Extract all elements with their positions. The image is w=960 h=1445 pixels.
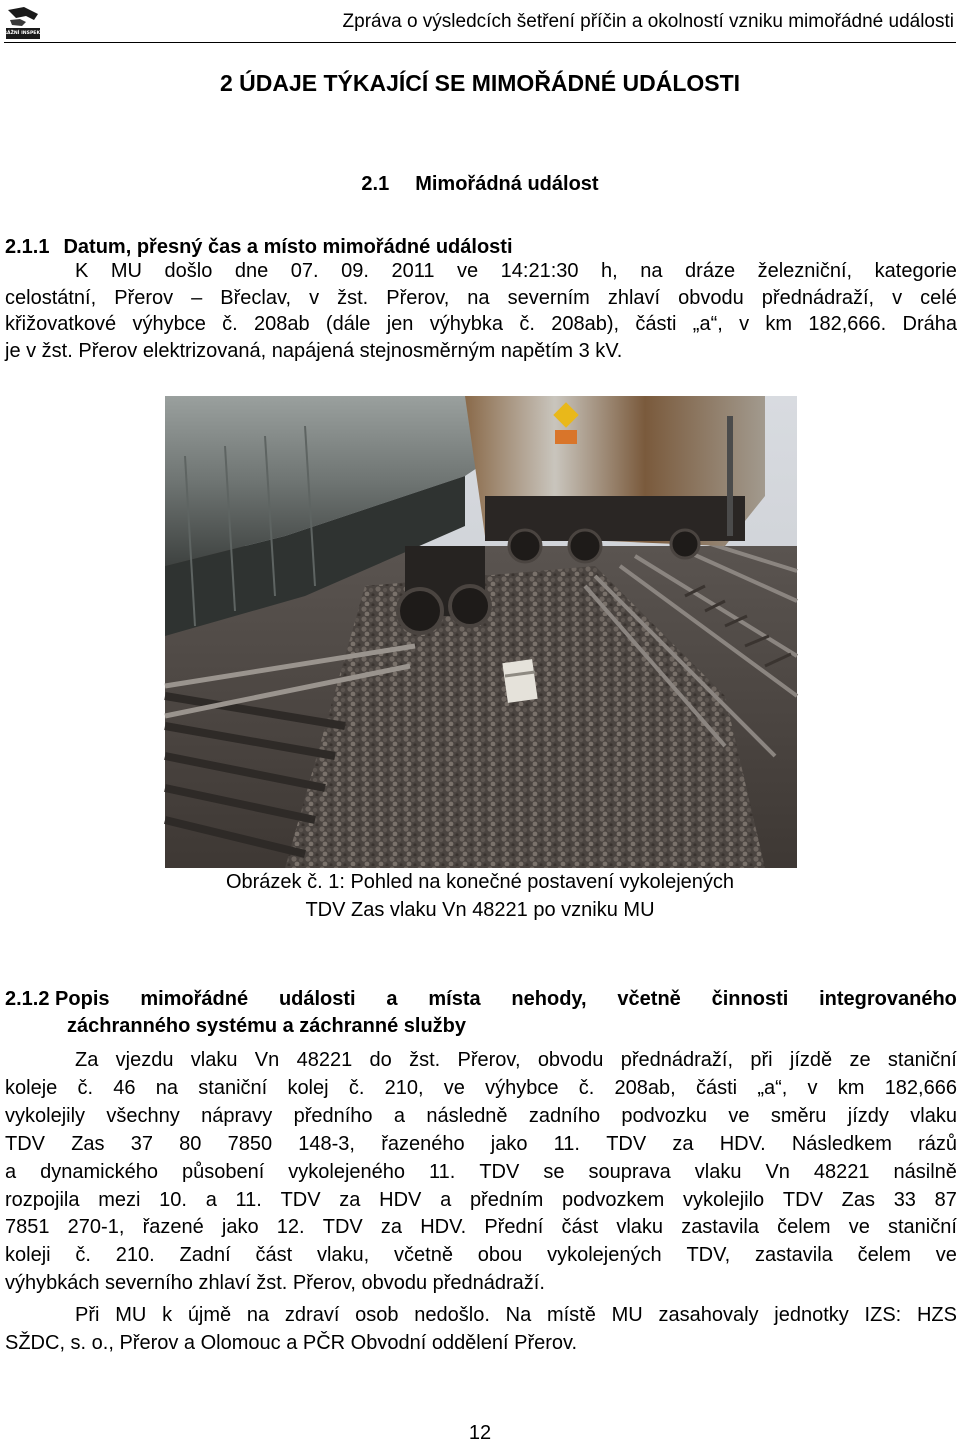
word: přednádraží, <box>620 1049 734 1071</box>
heading-word: místa <box>428 988 481 1010</box>
paragraph-line <box>5 1159 957 1187</box>
heading-word: včetně <box>617 988 681 1010</box>
word: 87 <box>934 1188 957 1211</box>
word: č. <box>519 313 535 336</box>
word: č. <box>578 1076 595 1099</box>
word: v <box>807 1076 818 1099</box>
word: K <box>75 260 89 282</box>
word: předního <box>293 1104 373 1127</box>
word: 208ab, <box>614 1076 676 1099</box>
word: újmě <box>187 1304 232 1326</box>
paragraph-event-description <box>5 1047 957 1298</box>
word: a <box>5 1160 17 1183</box>
word: celostátní, <box>5 286 97 309</box>
word: Břeclav, <box>220 286 292 309</box>
derailed-wagons-photo <box>165 396 797 868</box>
word: došlo <box>164 260 213 282</box>
word: IZS: <box>864 1304 902 1326</box>
word: 11. <box>429 1160 456 1183</box>
word: jen <box>386 313 414 336</box>
word: žst. <box>337 286 369 309</box>
word: 210. <box>115 1244 155 1267</box>
paragraph-line <box>5 1242 957 1270</box>
word: rázů <box>918 1132 957 1155</box>
word: vjezdu <box>115 1049 174 1071</box>
word: násilně <box>893 1160 957 1183</box>
word: vykolejeného <box>288 1160 406 1183</box>
word: TDV <box>782 1188 823 1211</box>
word: působení <box>181 1160 265 1183</box>
word: následně <box>426 1104 508 1127</box>
word: na <box>155 1076 179 1099</box>
word: Vn <box>765 1160 790 1183</box>
subsection-number: 2.1 <box>361 173 390 195</box>
word: 11. <box>553 1132 580 1155</box>
word: část <box>561 1216 599 1239</box>
paragraph-casualties <box>5 1301 957 1357</box>
heading-word: mimořádné <box>140 988 249 1010</box>
word: Zadní <box>179 1244 231 1267</box>
subsection-heading <box>0 173 960 196</box>
heading-2-1-1 <box>5 236 513 259</box>
word: TDV <box>5 1132 45 1155</box>
word: HDV. <box>420 1216 467 1239</box>
word: vykolejených <box>547 1244 662 1267</box>
word: 09. <box>341 260 369 282</box>
word: 148-3, <box>298 1132 355 1155</box>
word: jednotky <box>774 1304 849 1326</box>
word: vykolejilo <box>683 1188 765 1211</box>
drazni-inspekce-logo-icon <box>0 4 47 42</box>
paragraph-line <box>5 258 957 285</box>
word: čelem <box>857 1244 911 1267</box>
word: HZS <box>916 1304 957 1326</box>
word: HDV <box>379 1188 422 1211</box>
word: vykolejily <box>5 1104 86 1127</box>
word: za <box>380 1216 403 1239</box>
paragraph-line: SŽDC, s. o., Přerov a Olomouc a PČR Obvodní oddělení Přerov. <box>5 1332 578 1354</box>
word: vlaku <box>616 1216 664 1239</box>
word: 14:21:30 <box>500 260 579 282</box>
word: vlaku <box>190 1049 238 1071</box>
word: řazené <box>142 1216 204 1239</box>
word: jízdě <box>789 1049 833 1071</box>
word: na <box>640 260 663 282</box>
heading-2-1-1-number: 2.1.1 <box>5 236 50 258</box>
word: 7850 <box>227 1132 273 1155</box>
word: 208ab <box>253 313 310 336</box>
word: Dráha <box>902 313 957 336</box>
subsection-title: Mimořádná událost <box>415 173 599 195</box>
word: ze <box>849 1049 871 1071</box>
word: 11. <box>235 1188 262 1211</box>
word: Za <box>75 1049 99 1071</box>
word: jízdy <box>847 1104 889 1127</box>
word: (dále <box>325 313 371 336</box>
word: včetně <box>394 1244 453 1267</box>
word: jako <box>490 1132 528 1155</box>
word: ve <box>728 1104 750 1127</box>
word: staniční <box>888 1216 957 1239</box>
word: 46 <box>113 1076 136 1099</box>
word: Na <box>505 1304 532 1326</box>
page-number: 12 <box>468 1422 492 1444</box>
word: TDV <box>322 1216 363 1239</box>
heading-word: nehody, <box>511 988 587 1010</box>
word: osob <box>355 1304 399 1326</box>
word: 210, <box>384 1076 424 1099</box>
word: předním <box>469 1188 544 1211</box>
word: výhybce <box>132 313 206 336</box>
word: k <box>162 1304 173 1326</box>
word: nápravy <box>201 1104 273 1127</box>
paragraph-date-place <box>5 258 957 364</box>
word: 80 <box>179 1132 202 1155</box>
word: severním <box>507 286 590 309</box>
word: při <box>750 1049 773 1071</box>
word: Přerov, <box>457 1049 521 1071</box>
word: železniční, <box>757 260 853 282</box>
word: přednádraží, <box>761 286 875 309</box>
word: zastavila <box>681 1216 759 1239</box>
word: staniční <box>887 1049 957 1071</box>
heading-2-1-2-number-word <box>5 986 110 1013</box>
word: ve <box>457 260 479 282</box>
paragraph-line <box>5 311 957 338</box>
word: obvodu <box>678 286 744 309</box>
word: zadního <box>528 1104 601 1127</box>
word: MU <box>110 260 142 282</box>
word: souprava <box>588 1160 671 1183</box>
running-header: Zpráva o výsledcích šetření příčin a okolností vzniku mimořádné události <box>342 11 954 32</box>
word: č. <box>77 1076 94 1099</box>
word: Následkem <box>791 1132 892 1155</box>
word: Přerov <box>114 286 174 309</box>
word: za <box>672 1132 694 1155</box>
word: křižovatkové <box>5 313 117 336</box>
paragraph-line <box>5 1301 957 1329</box>
word: zhlaví <box>607 286 661 309</box>
word: koleji <box>5 1244 51 1267</box>
word: MU <box>611 1304 643 1326</box>
heading-2-1-2-line-2: záchranného systému a záchranné služby <box>67 1015 467 1037</box>
word: v <box>309 286 320 309</box>
word: se <box>543 1160 565 1183</box>
heading-word: události <box>278 988 356 1010</box>
word: 48221 <box>296 1049 353 1071</box>
word: místě <box>546 1304 596 1326</box>
word: v <box>892 286 903 309</box>
word: žst. <box>409 1049 441 1071</box>
word: podvozku <box>621 1104 708 1127</box>
header-divider <box>4 42 956 43</box>
word: a <box>393 1104 406 1127</box>
paragraph-line: výhybkách severního zhlaví žst. Přerov, obvodu přednádraží. <box>5 1272 545 1295</box>
word: a <box>440 1188 452 1211</box>
paragraph-line <box>5 1047 957 1075</box>
word: 12. <box>276 1216 305 1239</box>
word: km <box>837 1076 865 1099</box>
word: na <box>246 1304 270 1326</box>
word: zastavila <box>754 1244 833 1267</box>
word: a <box>205 1188 217 1211</box>
word: TDV <box>606 1132 647 1155</box>
paragraph-line: je v žst. Přerov elektrizovaná, napájená stejnosměrným napětím 3 kV. <box>5 339 623 362</box>
word: „a“, <box>757 1076 788 1099</box>
word: rozpojila <box>5 1188 80 1211</box>
word: staniční <box>198 1076 268 1099</box>
word: 07. <box>290 260 319 282</box>
word: dráze <box>685 260 736 282</box>
word: mezi <box>98 1188 141 1211</box>
word: části <box>695 1076 738 1099</box>
word: č. <box>222 313 238 336</box>
word: ve <box>443 1076 465 1099</box>
word: ve <box>935 1244 957 1267</box>
word: řazeného <box>381 1132 465 1155</box>
word: kategorie <box>874 260 957 282</box>
figure-caption-line-2: TDV Zas vlaku Vn 48221 po vzniku MU <box>305 899 655 921</box>
word: jako <box>221 1216 259 1239</box>
word: Přední <box>484 1216 544 1239</box>
word: – <box>191 286 203 309</box>
paragraph-line <box>5 1131 957 1159</box>
heading-word: integrovaného <box>819 988 957 1010</box>
heading-word: činnosti <box>711 988 789 1010</box>
word: 7851 <box>5 1216 50 1239</box>
word: kolej <box>287 1076 329 1099</box>
word: nedošlo. <box>414 1304 490 1326</box>
heading-2-1-1-title: Datum, přesný čas a místo mimořádné události <box>63 236 513 258</box>
word: části <box>635 313 677 336</box>
heading-word: Popis <box>55 988 110 1010</box>
word: Při <box>75 1304 100 1326</box>
word: 270-1, <box>67 1216 125 1239</box>
word: čelem <box>777 1216 831 1239</box>
word: 2011 <box>391 260 435 282</box>
word: 48221 <box>813 1160 870 1183</box>
word: 33 <box>893 1188 916 1211</box>
word: zdraví <box>284 1304 340 1326</box>
word: obou <box>477 1244 523 1267</box>
word: TDV, <box>686 1244 731 1267</box>
word: vlaku, <box>316 1244 370 1267</box>
word: obvodu <box>537 1049 604 1071</box>
word: vlaku <box>910 1104 957 1127</box>
word: Vn <box>254 1049 280 1071</box>
word: 37 <box>130 1132 153 1155</box>
word: Přerov, <box>386 286 450 309</box>
word: za <box>339 1188 361 1211</box>
heading-2-1-2-line-1 <box>5 986 957 1013</box>
word: TDV <box>280 1188 321 1211</box>
word: 10. <box>159 1188 187 1211</box>
word: všechny <box>106 1104 180 1127</box>
word: km <box>765 313 793 336</box>
heading-word: a <box>386 988 398 1010</box>
paragraph-line <box>5 285 957 312</box>
word: v <box>739 313 750 336</box>
word: č. <box>348 1076 365 1099</box>
word: celé <box>920 286 957 309</box>
word: MU <box>115 1304 147 1326</box>
word: Zas <box>841 1188 875 1211</box>
word: 208ab), <box>551 313 620 336</box>
logo-text: DRÁŽNÍ INSPEKCE <box>0 31 47 36</box>
figure-caption-line-1: Obrázek č. 1: Pohled na konečné postavení vykolejených <box>225 871 735 893</box>
word: 182,666. <box>808 313 887 336</box>
word: směru <box>770 1104 827 1127</box>
heading-2-1-2 <box>5 986 957 1040</box>
word: dynamického <box>40 1160 158 1183</box>
word: h, <box>601 260 618 282</box>
word: do <box>369 1049 392 1071</box>
word: výhybka <box>429 313 504 336</box>
word: část <box>255 1244 293 1267</box>
section-heading: 2 ÚDAJE TÝKAJÍCÍ SE MIMOŘÁDNÉ UDÁLOSTI <box>219 70 741 96</box>
word: na <box>467 286 490 309</box>
word: Zas <box>71 1132 105 1155</box>
word: zasahovaly <box>658 1304 759 1326</box>
word: výhybce <box>485 1076 559 1099</box>
word: TDV <box>479 1160 520 1183</box>
paragraph-line <box>5 1214 957 1242</box>
word: HDV. <box>719 1132 766 1155</box>
word: koleje <box>5 1076 58 1099</box>
word: dne <box>234 260 269 282</box>
word: ve <box>848 1216 870 1239</box>
paragraph-line <box>5 1075 957 1103</box>
paragraph-line <box>5 1187 957 1215</box>
paragraph-line <box>5 1103 957 1131</box>
word: „a“, <box>692 313 723 336</box>
word: 182,666 <box>884 1076 957 1099</box>
word: podvozkem <box>562 1188 665 1211</box>
word: č. <box>75 1244 91 1267</box>
word: vlaku <box>694 1160 742 1183</box>
heading-2-1-2-number: 2.1.2 <box>5 988 50 1010</box>
